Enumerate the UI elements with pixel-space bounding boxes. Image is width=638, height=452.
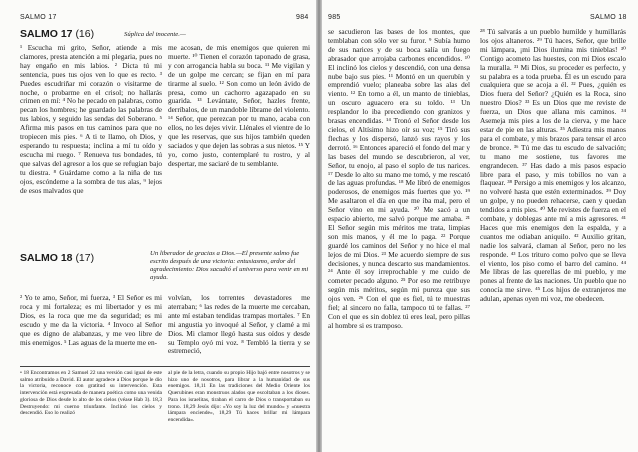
running-head-left: SALMO 17 bbox=[20, 14, 57, 21]
psalm-18-text-1: ² Yo te amo, Señor, mi fuerza, ³ El Señor es mi roca y mi fortaleza; es mi libertador y es mi Dios, es la roca que me da seguridad; es mi escudo y me da la victoria. ⁴ Invoco al Señor que es digno de alabanzas, y me veo libre de mis enemigos. ⁵ Las aguas de la muerte me en- bbox=[20, 294, 162, 347]
footnotes-column-1 bbox=[20, 370, 162, 448]
page-number-left: 984 bbox=[296, 14, 309, 21]
psalm-18-right-column-1 bbox=[328, 28, 470, 446]
footnotes-column-2 bbox=[168, 370, 310, 448]
psalm-18-text-2: volvían, los torrentes devastadores me aterraban; ⁶ las redes de la muerte me cercaban, ante mí estaban tendidas trampas mortales. ⁷ En mi angustia yo invoqué al Señor, y clamé a mi Dios. Mi clamor llegó hasta sus oídos y desde su Templo oyó mi voz. ⁸ Tembló la tierra y se estremeció, bbox=[168, 294, 310, 356]
psalm-18-right-text-1: se sacudieron las bases de los montes, que temblaban con sólo ver su furor. ⁹ Subía humo de sus narices y de su boca salía un fuego abrasador que arrojaba carbones encendidos. ¹⁰ El inclinó los cielos y descendió, con una densa nube bajo sus pies. ¹¹ Montó en un querubín y emprendió vuelo; planeaba sobre las alas del viento. ¹² En torno a él, un manto de tinieblas, un oscuro aguacero era su toldo. ¹³ Un resplandor lo iba precediendo con granizos y brasas encendidas. ¹⁴ Tronó el Señor desde los cielos, el Altísimo hizo oír su voz; ¹⁵ Tiró sus flechas y los dispersó, lanzó sus rayos y los derrotó. ¹⁶ Entonces apareció el fondo del mar y las bases del mundo se descubrieron, al ver, Señor, tu enojo, al paso el soplo de tus narices. ¹⁷ Desde lo alto su mano me tomó, y me rescató de las aguas profundas. ¹⁸ Me libró de enemigos poderosos, de enemigos más fuertes que yo. ¹⁹ Me asaltaron el día en que me iba mal, pero el Señor vino en mi ayuda. ²⁰ Me sacó a un espacio abierto, me salvó porque me amaba. ²¹ El Señor según mis méritos me trata, limpias son mis manos, y él me lo paga. ²² Porque guardé los caminos del Señor y no hice el mal lejos de mi Dios. ²³ Me acuerdo siempre de sus decisiones, y nunca descarto sus mandamientos. ²⁴ Ante él soy irreprochable y me cuido de cometer pecado alguno. ²⁵ Por eso me retribuye según mis méritos, según mi pureza que sus ojos ven. ²⁶ Con el que es fiel, tú te muestras fiel; al sincero no falla, tampoco tú te fallas. ²⁷ Con el que es sin doblez tú eres leal, pero pillas al hombre si es tramposo. bbox=[328, 28, 470, 330]
psalm-17-text-2: me acosan, de mis enemigos que quieren mi muerte. ¹⁰ Tienen el corazón taponado de grasa, y con arrogancia habla su boca. ¹¹ Me vigilan y de un golpe me cercan; se fijan en mí para tirarme al suelo. ¹² Son como un león ávido de presa, como un cachorro agazapado en su guarida. ¹³ Levántate, Señor, hazles frente, derríbalos, de un mandoble líbrame del violento. ¹⁴ Señor, que perezcan por tu mano, acaba con ellos, no les dejes vivir. Llénales el vientre de lo que les reservas, que sus hijos también queden saciados y que dejen las sobras a sus nietos. ¹⁵ Y yo, como justo, contemplaré tu rostro, y al despertar, me saciaré de tu semblante. bbox=[168, 44, 310, 168]
psalm-18-title: SALMO 18 bbox=[20, 252, 73, 264]
running-head-right: SALMO 18 bbox=[590, 14, 627, 21]
psalm-17-column-2 bbox=[168, 44, 310, 246]
footnote-text-2: al pie de la letra, cuando su propio Hijo bajó entre nosotros y se hizo uno de nosotros, para librar a la humanidad de sus enemigos. 18,11 En las tradiciones del Medio Oriente los Querubines eran monstruos alados que escoltaban a los dioses. Para los israelitas, tiraban el carro de Dios o transportaban su trono. 18,29 Jesús dijo: «Yo soy la luz del mundo» y «nuestra lámpara enciende», 18,29 Tú haces brillar mi lámpara encendida». bbox=[168, 370, 310, 423]
psalm-17-number: (16) bbox=[75, 28, 95, 40]
psalm-17-text-1: ¹ Escucha mi grito, Señor, atiende a mis clamores, presta atención a mi plegaria, pues no hay engaño en mis labios. ² Dicta tú mi sentencia, pues tus ojos ven lo que es recto. ³ Puedes escudriñar mi corazón o visitarme de noche, o probarme en el crisol; no hallarás crimen en mí: ⁴ No he pecado en palabras, como pecan los hombres; he guardado las palabras de tus labios, y seguido las sendas del Soberano. ⁵ Afirma mis pasos en tus caminos para que no tropiecen mis pies. ⁶ A ti te llamo, oh Dios, y esperando tu respuesta; inclina a mí tu oído y escucha mi ruego. ⁷ Renueva tus bondades, tú que salvas del agresor a los que se refugian bajo tu diestra. ⁸ Guárdame como a la niña de tus ojos, escóndeme a la sombra de tus alas, ⁹ lejos de esos malvados que bbox=[20, 44, 162, 195]
footnote-divider bbox=[20, 366, 310, 367]
page-number-right: 985 bbox=[328, 14, 341, 21]
footnote-text-1: • 18 Encontramos en 2 Samuel 22 una versión casi igual de este salmo atribuido a David. El autor agradece a Dios porque le dio la victoria, reconoce con gratitud su intervención. Esta intervención está expresada de manera poética como una venida gloriosa de Dios desde lo alto de los cielos (véase Hab 3). 18,3 Destruyendo: mi cuerno triunfante. Inclinó los cielos y descendió. Eso lo realizó bbox=[20, 370, 162, 417]
psalm-18-right-text-2: ²⁸ Tú salvarás a un pueblo humilde y humillarás los ojos altaneros. ²⁹ Tú haces, Señor, que brille mi lámpara, ¡mi Dios ilumina mis tinieblas! ³⁰ Contigo acometo las huestes, con mi Dios escalo la muralla. ³¹ Mi Dios, su proceder es perfecto, y su palabra es a toda prueba. Él es un escudo para cualquiera que se acoja a él. ³² Pues, ¿quién es Dios fuera del Señor? ¿Quién es la Roca, sino nuestro Dios? ³³ Es un Dios que me reviste de fuerza, un Dios que allana mis caminos. ³⁴ Asemeja mis pies a los de la cierva, y me hace estar de pie en las alturas. ³⁵ Adiestra mis manos para el combate, y mis brazos para tensar el arco de bronce. ³⁶ Tú me das tu escudo de salvación; tu mano me sostiene, tus favores me engrandecen. ³⁷ Has dado a mis pasos espacio libre para el paso, y mis tobillos no van a flaquear. ³⁸ Persigo a mis enemigos y los alcanzo, no volveré hasta que estén exterminados. ³⁹ Doy un golpe, y no pueden rehacerse, caen y quedan tendidos a mis pies. ⁴⁰ Me revistes de fuerza en el combate, y doblegas ante mí a mis agresores. ⁴¹ Haces que mis enemigos den la espalda, y a cuantos me odiaban aniquilo. ⁴² Auxilio gritan, nadie los salvará, claman al Señor, pero no les responde. ⁴³ Los trituro como polvo que se lleva el viento, los piso como el barro del camino. ⁴⁴ Me libras de las querellas de mi pueblo, y me pones al frente de las naciones. Un pueblo que no conocía me sirve. ⁴⁵ Los hijos de extranjeros me adulan, apenas oyen mi voz, me obedecen. bbox=[480, 28, 626, 304]
psalm-17-title: SALMO 17 bbox=[20, 28, 73, 40]
psalm-17-heading bbox=[20, 28, 94, 40]
psalm-17-column-1 bbox=[20, 44, 162, 246]
psalm-18-column-2 bbox=[168, 294, 310, 362]
psalm-18-column-1 bbox=[20, 294, 162, 362]
left-page bbox=[0, 0, 318, 452]
psalm-18-right-column-2 bbox=[480, 28, 626, 446]
psalm-18-number: (17) bbox=[75, 252, 95, 264]
right-page bbox=[322, 0, 638, 452]
psalm-18-subtitle: Un liberador de gracias a Dios.—El presente salmo fue escrito después de una victoria: entusiasmo, ardor del agradecimiento: Dios sacudió el universo para venir en mi ayuda. bbox=[150, 250, 309, 281]
psalm-17-subtitle: Súplica del inocente.— bbox=[124, 31, 186, 38]
psalm-18-heading bbox=[20, 252, 94, 264]
